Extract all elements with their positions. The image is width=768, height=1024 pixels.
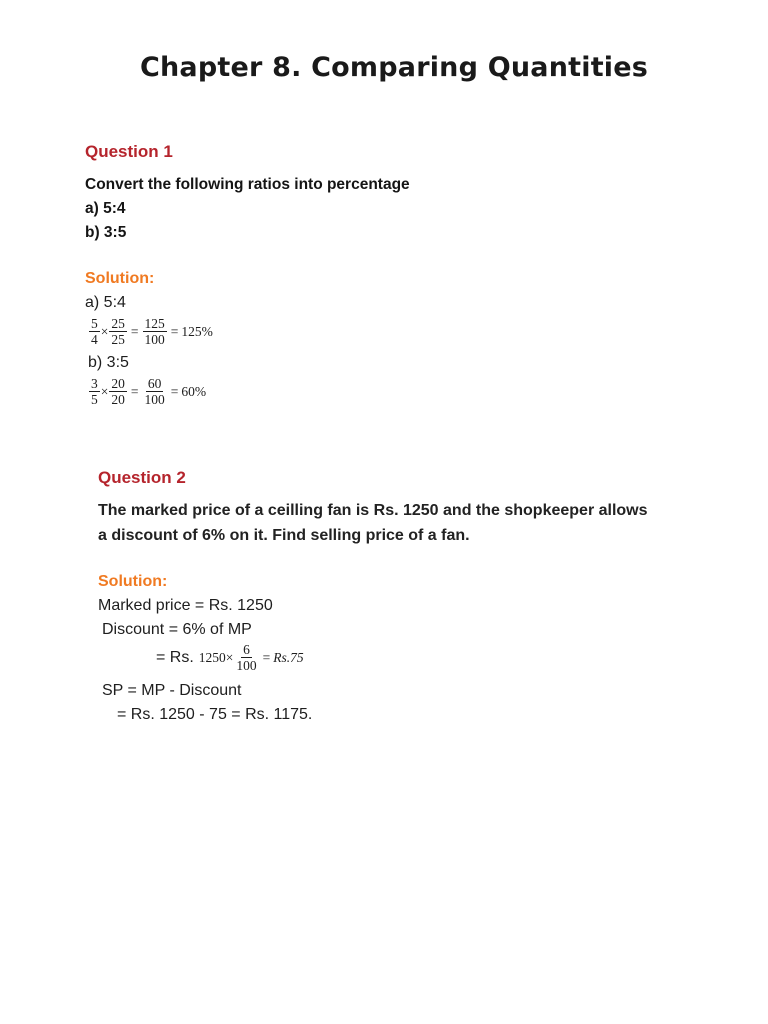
fraction: $\frac{6}{100}$ xyxy=(236,642,257,673)
solution-b-label: b) 3:5 xyxy=(88,354,129,371)
question-1-solution-heading: Solution: xyxy=(85,270,155,287)
question-1-heading: Question 1 xyxy=(85,142,173,161)
equals-operator: = xyxy=(262,649,271,665)
equals-operator: = xyxy=(130,323,139,339)
calc-prefix: = Rs. xyxy=(156,648,194,666)
fraction: $\frac{60}{100}$ xyxy=(144,376,165,407)
calc-result: Rs.75 xyxy=(273,649,304,665)
question-2-solution-heading: Solution: xyxy=(98,573,168,590)
marked-price-line: Marked price = Rs. 1250 xyxy=(98,597,273,614)
question-1-part-a: a) 5:4 xyxy=(85,200,126,217)
solution-a-label: a) 5:4 xyxy=(85,294,126,311)
final-answer-line: = Rs. 1250 - 75 = Rs. 1175. xyxy=(117,706,313,723)
fraction: $\frac{3}{5}$ xyxy=(91,376,98,407)
discount-line: Discount = 6% of MP xyxy=(102,621,252,638)
fraction: $\frac{125}{100}$ xyxy=(144,316,165,347)
times-operator: × xyxy=(100,383,109,399)
times-operator: × xyxy=(100,323,109,339)
question-1-part-b: b) 3:5 xyxy=(85,224,127,241)
calc-expression xyxy=(199,643,304,672)
result-value: 125% xyxy=(181,323,213,339)
solution-a-equation xyxy=(88,317,213,346)
calc-base: 1250× xyxy=(198,649,234,665)
sp-formula-line: SP = MP - Discount xyxy=(102,682,242,699)
equals-operator: = xyxy=(130,383,139,399)
result-value: 60% xyxy=(181,383,207,399)
equals-operator: = xyxy=(170,383,179,399)
equals-operator: = xyxy=(170,323,179,339)
fraction: $\frac{20}{20}$ xyxy=(111,376,125,407)
chapter-title: Chapter 8. Comparing Quantities xyxy=(140,52,649,83)
question-2-heading: Question 2 xyxy=(98,468,186,487)
discount-calculation xyxy=(156,643,304,672)
question-1-prompt: Convert the following ratios into percentage xyxy=(85,176,410,193)
fraction: $\frac{5}{4}$ xyxy=(91,316,98,347)
solution-b-equation xyxy=(88,377,206,406)
question-2-prompt: The marked price of a ceilling fan is Rs. 1250 and the shopkeeper allows a discount of 6% on it. Find selling price of a fan. xyxy=(98,502,648,544)
fraction: $\frac{25}{25}$ xyxy=(111,316,125,347)
